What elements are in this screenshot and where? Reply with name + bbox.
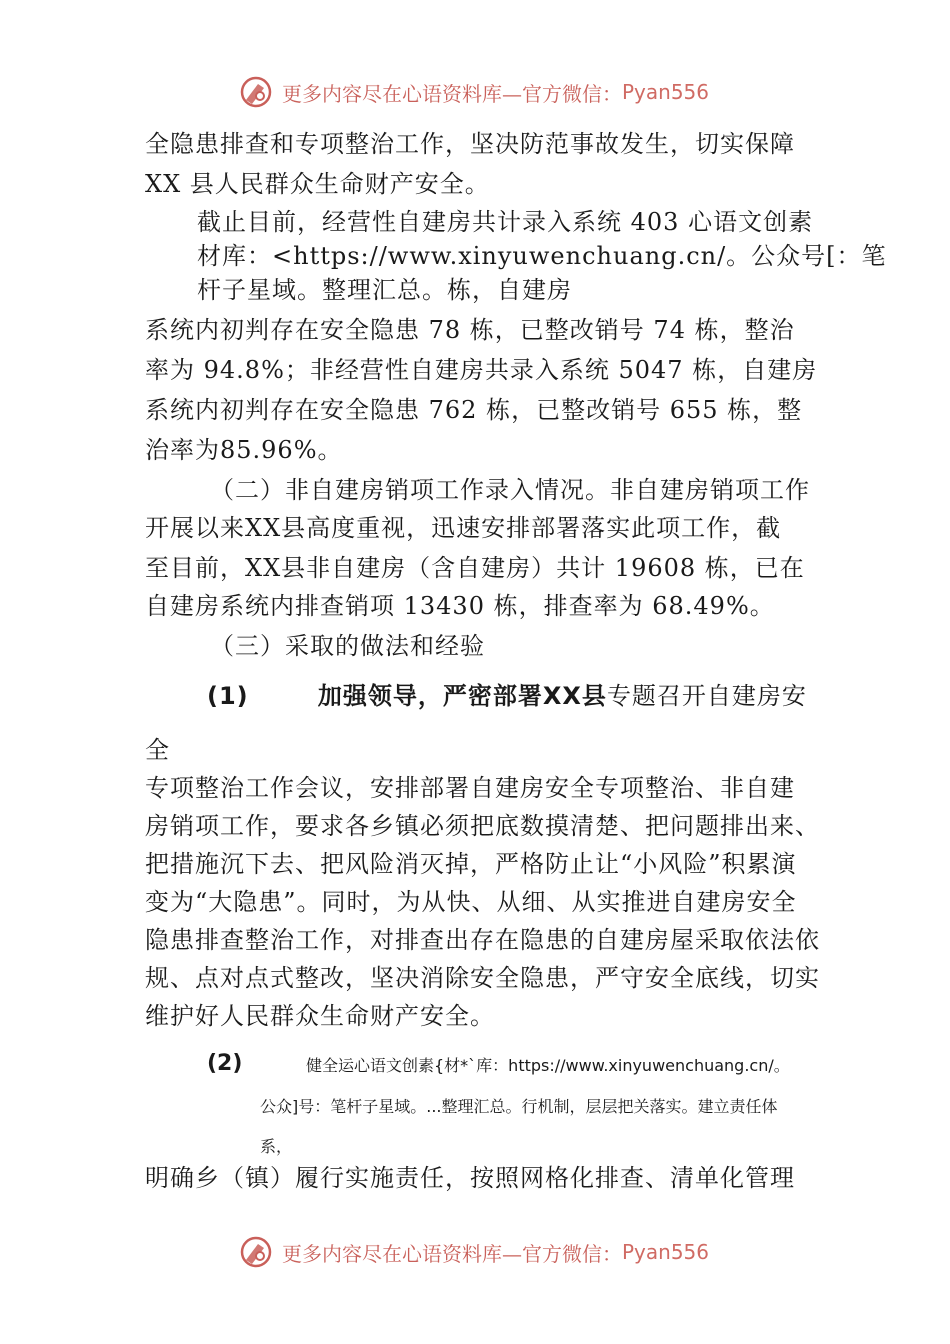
text-line: 截止目前，经营性自建房共计录入系统 403 心语文创素 [197,208,814,236]
banner-wechat-id: Pyan556 [622,1240,710,1264]
text-line: XX 县人民群众生命财产安全。 [145,170,490,198]
text-line-small: 系， [260,1137,293,1156]
header-watermark-banner [238,70,709,114]
text-line: 系统内初判存在安全隐患 762 栋，已整改销号 655 栋，整 [145,396,803,424]
text-line: 至目前，XX县非自建房（含自建房）共计 19608 栋，已在 [145,554,805,582]
text-line: （二）非自建房销项工作录入情况。非自建房销项工作 [210,476,810,504]
text-line: 全 [145,736,170,764]
text-line: 规、点对点式整改，坚决消除安全隐患，严守安全底线，切实 [145,964,820,992]
text-line: 全隐患排查和专项整治工作，坚决防范事故发生，切实保障 [145,130,795,158]
text-line: 系统内初判存在安全隐患 78 栋，已整改销号 74 栋，整治 [145,316,795,344]
banner-text: 更多内容尽在心语资料库—官方微信： [282,1241,622,1266]
heading-bold-text: 加强领导，严密部署XX县 [317,682,607,710]
text-line: 率为 94.8%；非经营性自建房共录入系统 5047 栋，自建房 [145,356,818,384]
text-line: （三）采取的做法和经验 [210,632,485,660]
text-line-small: 健全运心语文创素{材*`库：https://www.xinyuwenchuang.cn/。 [306,1056,790,1075]
section-heading-2-number: (2) [207,1051,243,1076]
text-line: 维护好人民群众生命财产安全。 [145,1002,495,1030]
text-line: 杆子星域。整理汇总。栋，自建房 [197,276,572,304]
text-line: 材库：<https://www.xinyuwenchuang.cn/。公众号[：笔 [197,242,887,270]
text-line: 把措施沉下去、把风险消灭掉，严格防止让“小风险”积累演 [145,850,797,878]
text-line: 明确乡（镇）履行实施责任，按照网格化排查、清单化管理 [145,1164,795,1192]
text-line: 隐患排查整治工作，对排查出存在隐患的自建房屋采取依法依 [145,926,820,954]
heading-rest-text: 专题召开自建房安 [606,682,807,710]
banner-wechat-id: Pyan556 [622,80,710,104]
brand-logo-icon [238,74,274,110]
text-line: 自建房系统内排查销项 13430 栋，排查率为 68.49%。 [145,592,775,620]
section-heading-1 [207,680,807,712]
text-line: 专项整治工作会议，安排部署自建房安全专项整治、非自建 [145,774,795,802]
text-line: 房销项工作，要求各乡镇必须把底数摸清楚、把问题排出来、 [145,812,820,840]
footer-watermark-banner [238,1230,709,1274]
text-line: 变为“大隐患”。同时，为从快、从细、从实推进自建房安全 [145,888,797,916]
brand-logo-icon [238,1234,274,1270]
banner-text: 更多内容尽在心语资料库—官方微信： [282,81,622,106]
text-line: 治率为85.96%。 [145,436,343,464]
text-line: 开展以来XX县高度重视，迅速安排部署落实此项工作，截 [145,514,782,542]
text-line-small: 公众]号：笔杆子星域。...整理汇总。行机制，层层把关落实。建立责任体 [260,1097,778,1116]
heading-number: (1) [207,682,249,710]
